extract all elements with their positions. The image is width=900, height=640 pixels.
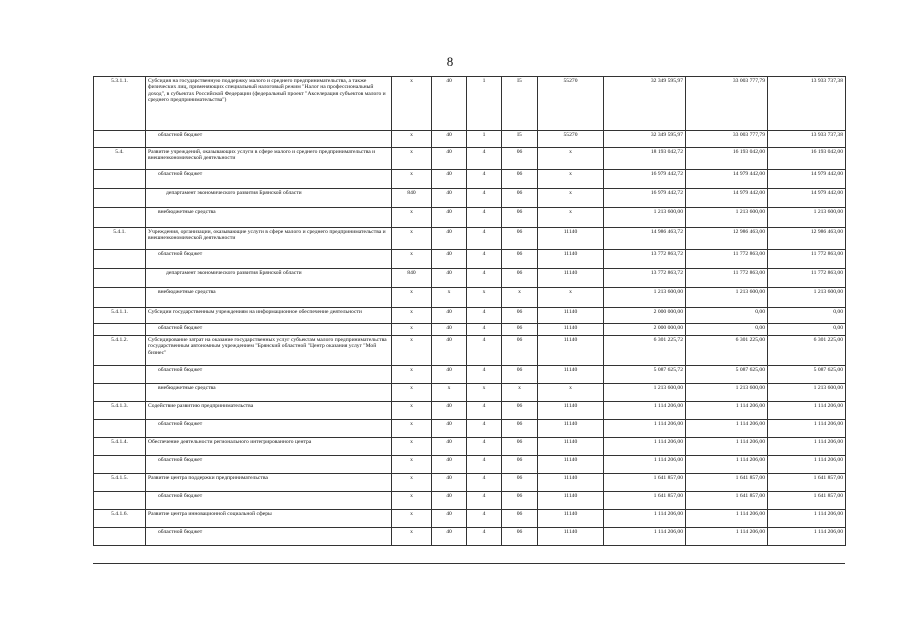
row-amount-year-1: 1 213 600,00 <box>604 208 686 228</box>
row-target-article: 06 <box>502 438 538 456</box>
row-description: областной бюджет <box>146 528 392 546</box>
table-row <box>94 148 846 170</box>
row-code: 5.4.1. <box>94 228 146 250</box>
row-expense-type: х <box>538 208 604 228</box>
row-target-article: 06 <box>502 510 538 528</box>
row-grbs: х <box>392 228 432 250</box>
table-row <box>94 492 846 510</box>
row-subsection: 4 <box>467 420 502 438</box>
row-subsection: 4 <box>467 308 502 324</box>
row-expense-type: 11140 <box>538 366 604 384</box>
row-section: 40 <box>432 308 467 324</box>
row-expense-type: 11140 <box>538 474 604 492</box>
row-amount-year-1: 1 114 206,00 <box>604 456 686 474</box>
row-amount-year-1: 6 301 225,72 <box>604 336 686 366</box>
row-grbs: х <box>392 324 432 336</box>
row-amount-year-2: 1 114 206,00 <box>686 456 768 474</box>
row-description: департамент экономического развития Брянской области <box>146 189 392 208</box>
table-row <box>94 510 846 528</box>
row-subsection: 4 <box>467 336 502 366</box>
row-expense-type: 11140 <box>538 228 604 250</box>
row-code <box>94 420 146 438</box>
row-amount-year-3: 12 986 463,00 <box>768 228 846 250</box>
row-description: Субсидия на государственную поддержку малого и среднего предпринимательства, а также физических лиц, применяющих специальный налоговый режим "Налог на профессиональный доход", в субъектах Российской Федерации (федеральный проект "Акселерация субъектов малого и среднего предпринимательства") <box>146 77 392 131</box>
row-grbs: х <box>392 131 432 148</box>
row-amount-year-2: 16 193 042,00 <box>686 148 768 170</box>
row-description: внебюджетные средства <box>146 288 392 308</box>
row-amount-year-3: 1 114 206,00 <box>768 402 846 420</box>
table-bottom-rule <box>93 563 845 564</box>
row-section: 40 <box>432 324 467 336</box>
row-amount-year-2: 5 087 625,00 <box>686 366 768 384</box>
row-grbs: х <box>392 420 432 438</box>
row-section: 40 <box>432 402 467 420</box>
row-amount-year-1: 1 114 206,00 <box>604 438 686 456</box>
row-code <box>94 170 146 189</box>
row-target-article: 06 <box>502 474 538 492</box>
row-section: 40 <box>432 269 467 288</box>
row-target-article: 06 <box>502 148 538 170</box>
row-expense-type: 11140 <box>538 402 604 420</box>
row-expense-type: 11140 <box>538 336 604 366</box>
row-subsection: 4 <box>467 228 502 250</box>
row-amount-year-2: 14 979 442,00 <box>686 189 768 208</box>
row-description: департамент экономического развития Брянской области <box>146 269 392 288</box>
row-amount-year-2: 1 213 600,00 <box>686 288 768 308</box>
row-expense-type: х <box>538 148 604 170</box>
row-amount-year-1: 2 000 000,00 <box>604 308 686 324</box>
row-amount-year-1: 1 213 600,00 <box>604 384 686 402</box>
row-amount-year-1: 16 979 442,72 <box>604 170 686 189</box>
row-code: 5.4.1.5. <box>94 474 146 492</box>
row-amount-year-2: 1 114 206,00 <box>686 510 768 528</box>
row-target-article: 06 <box>502 228 538 250</box>
row-amount-year-3: 1 641 857,00 <box>768 474 846 492</box>
row-amount-year-2: 1 114 206,00 <box>686 528 768 546</box>
row-expense-type: 55270 <box>538 131 604 148</box>
row-section: х <box>432 384 467 402</box>
row-amount-year-2: 11 772 863,00 <box>686 269 768 288</box>
table-row <box>94 456 846 474</box>
row-subsection: 4 <box>467 250 502 269</box>
row-description: Учреждения, организации, оказывающие услуги в сфере малого и среднего предпринимательства и внешнеэкономической деятельности <box>146 228 392 250</box>
row-amount-year-2: 33 003 777,79 <box>686 77 768 131</box>
row-expense-type: 11140 <box>538 269 604 288</box>
table-row <box>94 420 846 438</box>
table-row <box>94 131 846 148</box>
budget-table <box>93 76 846 546</box>
row-expense-type: х <box>538 189 604 208</box>
row-grbs: х <box>392 170 432 189</box>
row-amount-year-3: 1 641 857,00 <box>768 492 846 510</box>
row-amount-year-1: 32 349 595,97 <box>604 131 686 148</box>
row-amount-year-3: 6 301 225,00 <box>768 336 846 366</box>
row-description: Развитие центра инновационной социальной сферы <box>146 510 392 528</box>
row-amount-year-3: 11 772 863,00 <box>768 269 846 288</box>
row-grbs: х <box>392 492 432 510</box>
row-subsection: 4 <box>467 402 502 420</box>
row-description: Субсидирование затрат на оказание государственных услуг субъектам малого предпринимательства государственным автономным учреждением "Брянский областной "Центр оказания услуг "Мой бизнес" <box>146 336 392 366</box>
row-section: 40 <box>432 228 467 250</box>
row-description: областной бюджет <box>146 324 392 336</box>
row-target-article: 06 <box>502 170 538 189</box>
row-expense-type: 11140 <box>538 510 604 528</box>
row-amount-year-2: 1 213 600,00 <box>686 208 768 228</box>
row-section: 40 <box>432 250 467 269</box>
row-subsection: 4 <box>467 208 502 228</box>
row-target-article: 06 <box>502 366 538 384</box>
row-target-article: 06 <box>502 456 538 474</box>
row-code: 5.4.1.1. <box>94 308 146 324</box>
row-code <box>94 250 146 269</box>
row-subsection: 4 <box>467 492 502 510</box>
row-section: 40 <box>432 474 467 492</box>
row-subsection: 4 <box>467 189 502 208</box>
row-expense-type: 11140 <box>538 456 604 474</box>
row-code <box>94 366 146 384</box>
row-expense-type: 11140 <box>538 528 604 546</box>
row-description: областной бюджет <box>146 366 392 384</box>
row-subsection: 1 <box>467 77 502 131</box>
row-amount-year-1: 32 349 595,97 <box>604 77 686 131</box>
row-grbs: х <box>392 77 432 131</box>
budget-table-body <box>94 77 846 546</box>
row-grbs: х <box>392 288 432 308</box>
row-expense-type: 11140 <box>538 250 604 269</box>
row-target-article: 06 <box>502 402 538 420</box>
row-code <box>94 288 146 308</box>
row-amount-year-2: 1 641 857,00 <box>686 492 768 510</box>
row-amount-year-1: 16 979 442,72 <box>604 189 686 208</box>
row-amount-year-3: 1 213 600,00 <box>768 288 846 308</box>
row-amount-year-2: 33 003 777,79 <box>686 131 768 148</box>
row-description: внебюджетные средства <box>146 208 392 228</box>
row-grbs: х <box>392 250 432 269</box>
row-amount-year-3: 5 087 625,00 <box>768 366 846 384</box>
row-target-article: х <box>502 288 538 308</box>
row-target-article: х <box>502 384 538 402</box>
row-grbs: х <box>392 510 432 528</box>
row-amount-year-3: 14 979 442,00 <box>768 189 846 208</box>
row-subsection: 4 <box>467 148 502 170</box>
row-amount-year-1: 1 213 600,00 <box>604 288 686 308</box>
row-grbs: 840 <box>392 269 432 288</box>
table-row <box>94 384 846 402</box>
row-target-article: 06 <box>502 492 538 510</box>
row-code <box>94 131 146 148</box>
table-row <box>94 402 846 420</box>
row-amount-year-2: 1 641 857,00 <box>686 474 768 492</box>
row-expense-type: 11140 <box>538 438 604 456</box>
row-section: 40 <box>432 189 467 208</box>
row-grbs: х <box>392 208 432 228</box>
row-code <box>94 528 146 546</box>
row-code: 5.4.1.4. <box>94 438 146 456</box>
row-subsection: 4 <box>467 474 502 492</box>
page-number: 8 <box>446 54 454 69</box>
row-amount-year-3: 0,00 <box>768 324 846 336</box>
row-subsection: 4 <box>467 438 502 456</box>
table-row <box>94 228 846 250</box>
row-section: 40 <box>432 366 467 384</box>
row-amount-year-2: 12 986 463,00 <box>686 228 768 250</box>
row-grbs: х <box>392 456 432 474</box>
table-row <box>94 288 846 308</box>
row-amount-year-2: 1 114 206,00 <box>686 438 768 456</box>
row-subsection: 4 <box>467 528 502 546</box>
row-amount-year-3: 11 772 863,00 <box>768 250 846 269</box>
row-grbs: х <box>392 336 432 366</box>
row-code: 5.4.1.6. <box>94 510 146 528</box>
table-row <box>94 308 846 324</box>
row-code <box>94 384 146 402</box>
row-target-article: 06 <box>502 308 538 324</box>
table-row <box>94 208 846 228</box>
row-amount-year-3: 1 114 206,00 <box>768 528 846 546</box>
row-subsection: 4 <box>467 170 502 189</box>
row-amount-year-3: 1 213 600,00 <box>768 384 846 402</box>
row-amount-year-3: 16 193 042,00 <box>768 148 846 170</box>
row-target-article: 06 <box>502 208 538 228</box>
row-grbs: х <box>392 308 432 324</box>
row-amount-year-1: 1 114 206,00 <box>604 420 686 438</box>
row-grbs: х <box>392 366 432 384</box>
row-description: внебюджетные средства <box>146 384 392 402</box>
row-amount-year-3: 13 933 737,38 <box>768 131 846 148</box>
row-grbs: х <box>392 148 432 170</box>
row-target-article: 06 <box>502 250 538 269</box>
row-amount-year-3: 0,00 <box>768 308 846 324</box>
row-code <box>94 189 146 208</box>
row-subsection: 4 <box>467 269 502 288</box>
row-target-article: 06 <box>502 189 538 208</box>
row-subsection: х <box>467 384 502 402</box>
row-subsection: 4 <box>467 510 502 528</box>
row-description: областной бюджет <box>146 250 392 269</box>
row-subsection: 4 <box>467 366 502 384</box>
row-section: 40 <box>432 208 467 228</box>
row-description: Развитие учреждений, оказывающих услуги в сфере малого и среднего предпринимательства и внешнеэкономической деятельности <box>146 148 392 170</box>
row-section: 40 <box>432 510 467 528</box>
row-description: областной бюджет <box>146 492 392 510</box>
table-row <box>94 528 846 546</box>
row-code <box>94 456 146 474</box>
row-grbs: х <box>392 474 432 492</box>
row-section: 40 <box>432 148 467 170</box>
row-subsection: 1 <box>467 131 502 148</box>
row-expense-type: 11140 <box>538 308 604 324</box>
row-expense-type: х <box>538 288 604 308</box>
row-amount-year-1: 2 000 000,00 <box>604 324 686 336</box>
table-row <box>94 324 846 336</box>
row-amount-year-2: 11 772 863,00 <box>686 250 768 269</box>
row-amount-year-3: 1 114 206,00 <box>768 438 846 456</box>
row-expense-type: х <box>538 384 604 402</box>
row-description: областной бюджет <box>146 131 392 148</box>
row-section: 40 <box>432 438 467 456</box>
table-row <box>94 170 846 189</box>
row-amount-year-3: 14 979 442,00 <box>768 170 846 189</box>
row-grbs: х <box>392 438 432 456</box>
table-row <box>94 269 846 288</box>
row-description: Обеспечение деятельности регионального интегрированного центра <box>146 438 392 456</box>
row-expense-type: 55270 <box>538 77 604 131</box>
row-amount-year-1: 5 087 625,72 <box>604 366 686 384</box>
row-target-article: 06 <box>502 324 538 336</box>
row-grbs: 840 <box>392 189 432 208</box>
table-row <box>94 189 846 208</box>
row-amount-year-3: 1 114 206,00 <box>768 456 846 474</box>
row-amount-year-2: 1 114 206,00 <box>686 420 768 438</box>
table-row <box>94 438 846 456</box>
row-expense-type: 11140 <box>538 420 604 438</box>
row-description: Развитие центра поддержки предпринимательства <box>146 474 392 492</box>
row-amount-year-1: 14 986 463,72 <box>604 228 686 250</box>
row-code: 5.4.1.3. <box>94 402 146 420</box>
row-amount-year-1: 18 193 042,72 <box>604 148 686 170</box>
row-amount-year-1: 1 641 857,00 <box>604 474 686 492</box>
row-amount-year-1: 13 772 863,72 <box>604 269 686 288</box>
row-code <box>94 208 146 228</box>
row-amount-year-1: 13 772 863,72 <box>604 250 686 269</box>
row-amount-year-1: 1 641 857,00 <box>604 492 686 510</box>
row-description: Субсидии государственным учреждениям на информационное обеспечение деятельности <box>146 308 392 324</box>
row-section: 40 <box>432 528 467 546</box>
table-row <box>94 77 846 131</box>
table-row <box>94 474 846 492</box>
row-section: х <box>432 288 467 308</box>
row-grbs: х <box>392 528 432 546</box>
row-grbs: х <box>392 402 432 420</box>
table-row <box>94 250 846 269</box>
row-subsection: х <box>467 288 502 308</box>
row-target-article: 06 <box>502 528 538 546</box>
row-section: 40 <box>432 336 467 366</box>
row-grbs: х <box>392 384 432 402</box>
row-section: 40 <box>432 492 467 510</box>
row-description: областной бюджет <box>146 420 392 438</box>
row-section: 40 <box>432 77 467 131</box>
table-row <box>94 336 846 366</box>
row-section: 40 <box>432 420 467 438</box>
row-code <box>94 269 146 288</box>
row-amount-year-3: 1 114 206,00 <box>768 420 846 438</box>
row-subsection: 4 <box>467 324 502 336</box>
row-expense-type: 11140 <box>538 492 604 510</box>
row-section: 40 <box>432 170 467 189</box>
row-amount-year-2: 1 114 206,00 <box>686 402 768 420</box>
row-target-article: 06 <box>502 420 538 438</box>
row-amount-year-3: 1 114 206,00 <box>768 510 846 528</box>
row-amount-year-3: 1 213 600,00 <box>768 208 846 228</box>
row-code <box>94 492 146 510</box>
row-amount-year-2: 14 979 442,00 <box>686 170 768 189</box>
row-subsection: 4 <box>467 456 502 474</box>
row-description: областной бюджет <box>146 170 392 189</box>
row-description: областной бюджет <box>146 456 392 474</box>
row-amount-year-1: 1 114 206,00 <box>604 510 686 528</box>
row-amount-year-1: 1 114 206,00 <box>604 528 686 546</box>
row-amount-year-2: 0,00 <box>686 308 768 324</box>
row-target-article: I5 <box>502 131 538 148</box>
row-section: 40 <box>432 456 467 474</box>
row-code: 5.4.1.2. <box>94 336 146 366</box>
row-amount-year-3: 13 933 737,38 <box>768 77 846 131</box>
row-code <box>94 324 146 336</box>
row-target-article: 06 <box>502 336 538 366</box>
row-expense-type: х <box>538 170 604 189</box>
row-target-article: 06 <box>502 269 538 288</box>
row-description: Содействие развитию предпринимательства <box>146 402 392 420</box>
table-row <box>94 366 846 384</box>
row-code: 5.4. <box>94 148 146 170</box>
row-amount-year-1: 1 114 206,00 <box>604 402 686 420</box>
row-target-article: I5 <box>502 77 538 131</box>
row-expense-type: 11140 <box>538 324 604 336</box>
row-amount-year-2: 1 213 600,00 <box>686 384 768 402</box>
row-amount-year-2: 0,00 <box>686 324 768 336</box>
row-code: 5.3.1.1. <box>94 77 146 131</box>
row-amount-year-2: 6 301 225,00 <box>686 336 768 366</box>
row-section: 40 <box>432 131 467 148</box>
